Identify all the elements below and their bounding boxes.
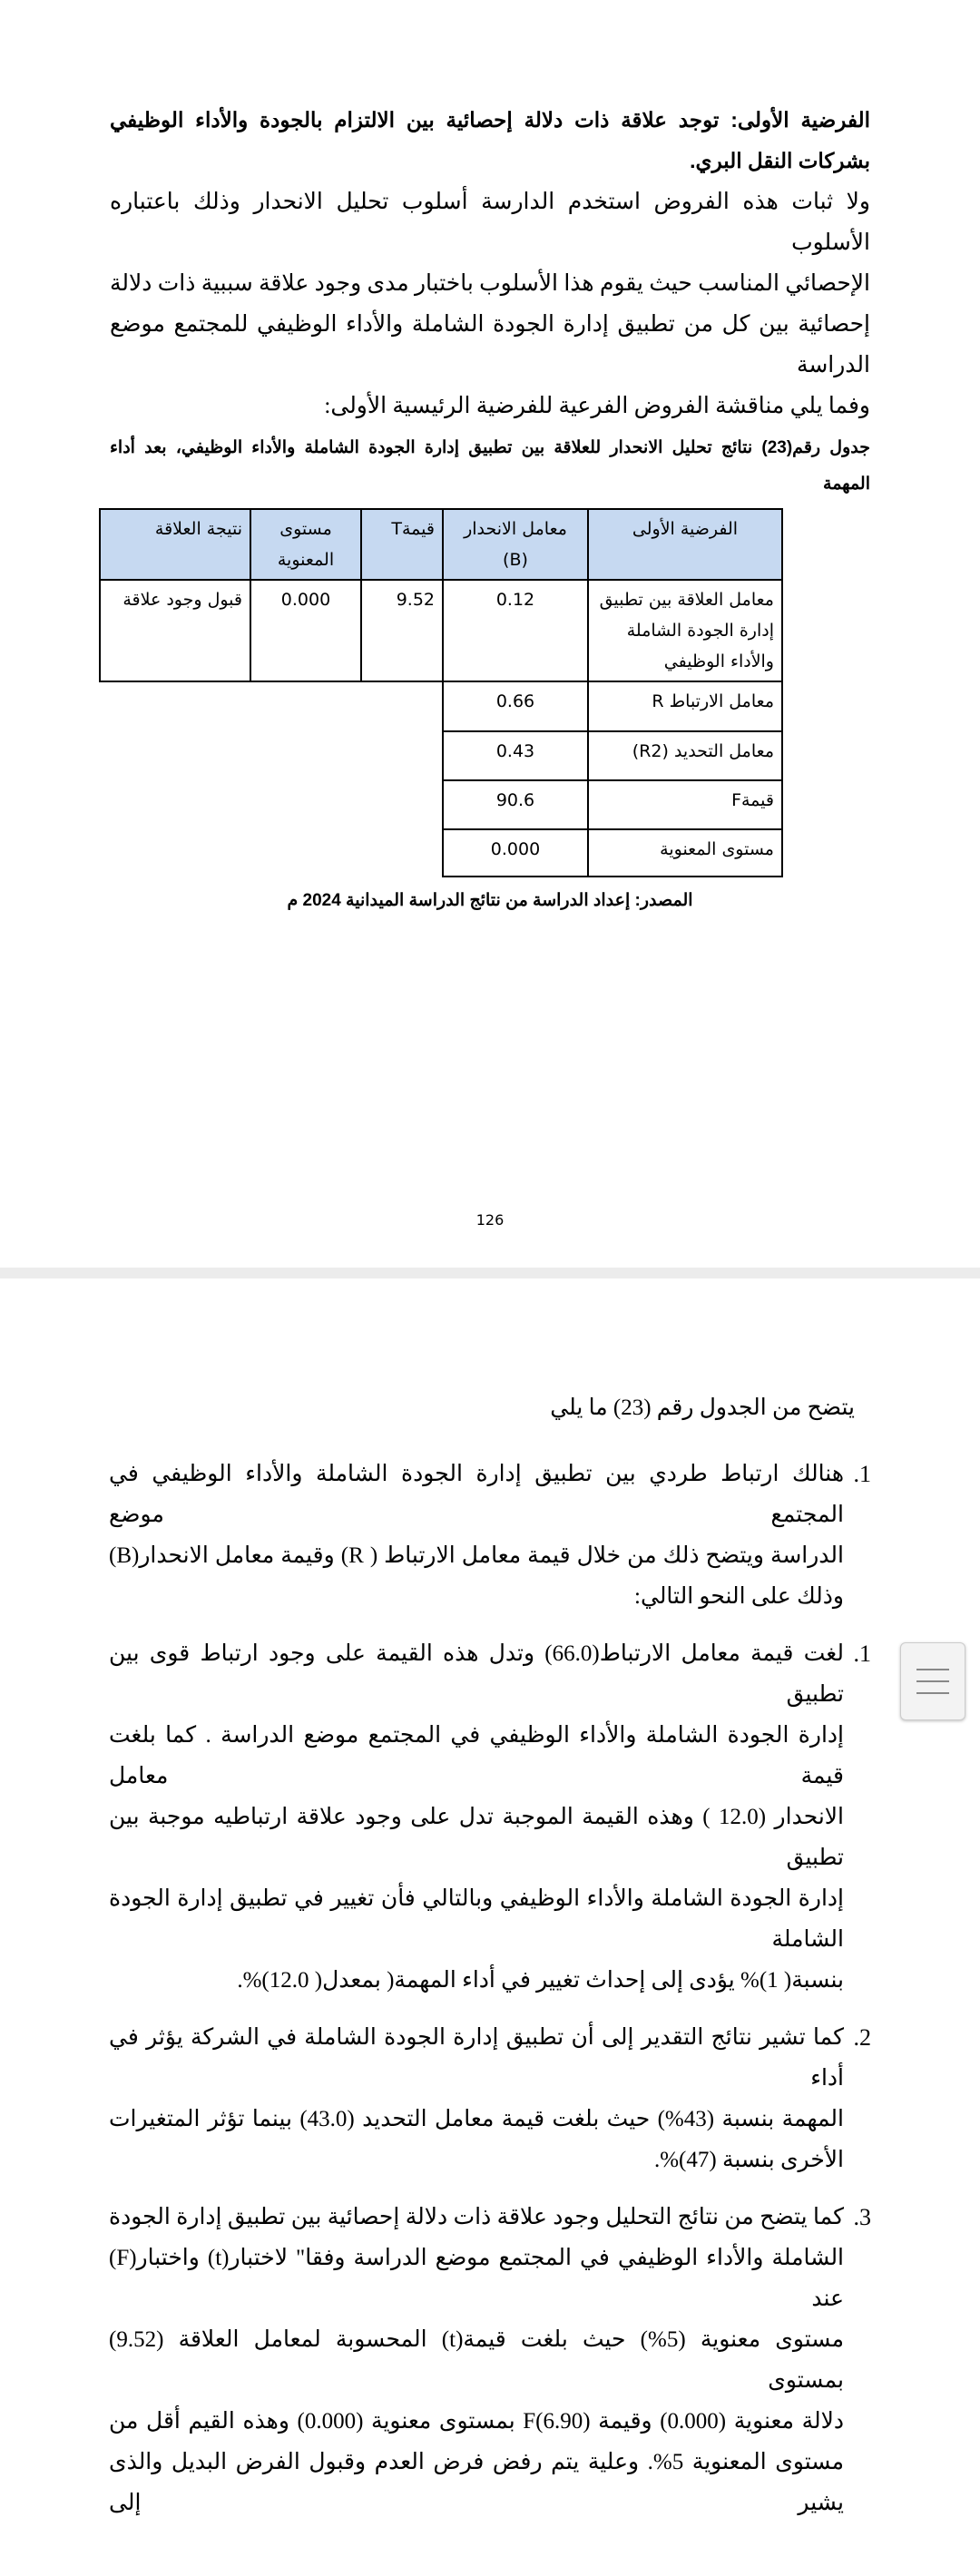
floating-menu-button[interactable] [900,1642,965,1720]
list-item-line: المهمة بنسبة (43%) حيث بلغت قيمة معامل التحديد (43.0) بينما تؤثر المتغيرات [109,2107,844,2131]
table-cell: 0.12 [443,580,588,681]
table-cell: قبول وجود علاقة [100,580,250,681]
regression-table [99,508,783,877]
table-row [100,829,782,877]
list-item-line: الأخرى بنسبة (47)%. [653,2148,844,2172]
table-cell: 9.52 [361,580,443,681]
table-cell: معامل الارتباط R [588,681,782,731]
list-item-line: هنالك ارتباط طردي بين تطبيق إدارة الجودة الشاملة والأداء الوظيفي في المجتمع موضع [109,1462,844,1527]
table-cell: 0.66 [443,681,588,731]
table-caption: المهمة [823,475,870,494]
table-cell: قيمةF [588,780,782,829]
list-item-line: بنسبة( 1)% يؤدى إلى إحداث تغيير في أداء المهمة( بمعدل( 12.0)%. [237,1968,844,1993]
table-row [100,580,782,681]
list-item-line: لغت قيمة معامل الارتباط(66.0) وتدل هذه القيمة على وجود ارتباط قوى بين تطبيق [109,1641,844,1707]
table-source: المصدر: إعداد الدراسة من نتائج الدراسة الميدانية 2024 م [287,891,693,910]
list-item-line: الشاملة والأداء الوظيفي في المجتمع موضع الدراسة وفقا" لاختبار(t) واختبار(F) عند [109,2246,845,2311]
hamburger-icon-bar [916,1680,949,1682]
table-caption: جدول رقم(23) نتائج تحليل الانحدار للعلاقة بين تطبيق إدارة الجودة الشاملة والأداء الوظيفي، بعد أداء [110,438,870,457]
header-cell: الفرضية الأولى [588,509,782,580]
hamburger-icon [916,1669,949,1670]
page-separator [0,1268,980,1278]
table-cell: 0.000 [250,580,361,681]
table-row [100,780,782,829]
table-row [100,731,782,780]
list-item [109,2197,871,2523]
table-cell: معامل التحديد (R2) [588,731,782,780]
list-item-line: الدراسة ويتضح ذلك من خلال قيمة معامل الارتباط ( R) وقيمة معامل الانحدار(B) [109,1543,844,1568]
list-item-line: مستوى معنوية (5%) حيث بلغت قيمة(t) المحسوبة لمعامل العلاقة (9.52) بمستوى [109,2327,844,2393]
table-cell: مستوى المعنوية [588,829,782,877]
table-row [100,681,782,731]
list-item-line: كما يتضح من نتائج التحليل وجود علاقة ذات دلالة إحصائية بين تطبيق إدارة الجودة [109,2205,844,2229]
paragraph-line: ولا ثبات هذه الفروض استخدم الدارسة أسلوب تحليل الانحدار وذلك باعتباره الأسلوب [110,190,870,255]
paragraph-line: إحصائية بين كل من تطبيق إدارة الجودة الشاملة والأداء الوظيفي للمجتمع موضع الدراسة [110,312,870,377]
list-number: 2. [853,2024,871,2051]
list-number: 1. [853,1641,871,1667]
list-item [109,1633,871,2001]
page-2 [0,1278,980,2576]
table-cell: 90.6 [443,780,588,829]
paragraph-line: وفما يلي مناقشة الفروض الفرعية للفرضية الرئيسية الأولى: [324,394,870,418]
list-item-line: مستوى المعنوية 5%. وعلية يتم رفض فرض العدم وقبول الفرض البديل والذى يشير إلى [109,2450,844,2515]
list-item [109,1454,871,1617]
list-item-line: كما تشير نتائج التقدير إلى أن تطبيق إدارة الجودة الشاملة في الشركة يؤثر في أداء [109,2025,844,2091]
list-item-line: الانحدار (12.0 ) وهذه القيمة الموجبة تدل على وجود علاقة ارتباطيه موجبة بين تطبيق [109,1805,845,1870]
hypothesis-heading-line: الفرضية الأولى: توجد علاقة ذات دلالة إحصائية بين الالتزام بالجودة والأداء الوظيفي [110,108,870,132]
list-item-line: إدارة الجودة الشاملة والأداء الوظيفي وبالتالي فأن تغيير في تطبيق إدارة الجودة الشاملة [109,1886,844,1952]
list-number: 3. [853,2204,871,2230]
table-cell: معامل العلاقة بين تطبيق إدارة الجودة الشاملة والأداء الوظيفي [588,580,782,681]
list-item-line: إدارة الجودة الشاملة والأداء الوظيفي في المجتمع موضع الدراسة . كما بلغت قيمة معامل [109,1723,844,1788]
table-cell: 0.000 [443,829,588,877]
header-cell: مستوى المعنوية [250,509,361,580]
table-header-row [100,509,782,580]
table-cell: 0.43 [443,731,588,780]
list-item-line: دلالة معنوية (0.000) وقيمة F(6.90) بمستوى معنوية (0.000) وهذه القيم أقل من [109,2409,845,2434]
header-cell: معامل الانحدار (B) [443,509,588,580]
hypothesis-heading-line: بشركات النقل البري. [690,149,870,172]
intro-line: يتضح من الجدول رقم (23) ما يلي [550,1396,855,1420]
hamburger-icon-bar [916,1692,949,1694]
header-cell: نتيجة العلاقة [100,509,250,580]
page-number: 126 [475,1211,505,1229]
page-1 [0,0,980,1268]
list-item-line: وذلك على النحو التالي: [634,1584,844,1609]
list-number: 1. [853,1461,871,1487]
list-item [109,2017,871,2180]
paragraph-line: الإحصائي المناسب حيث يقوم هذا الأسلوب باختبار مدى وجود علاقة سببية ذات دلالة [110,271,870,296]
header-cell: قيمةT [361,509,443,580]
